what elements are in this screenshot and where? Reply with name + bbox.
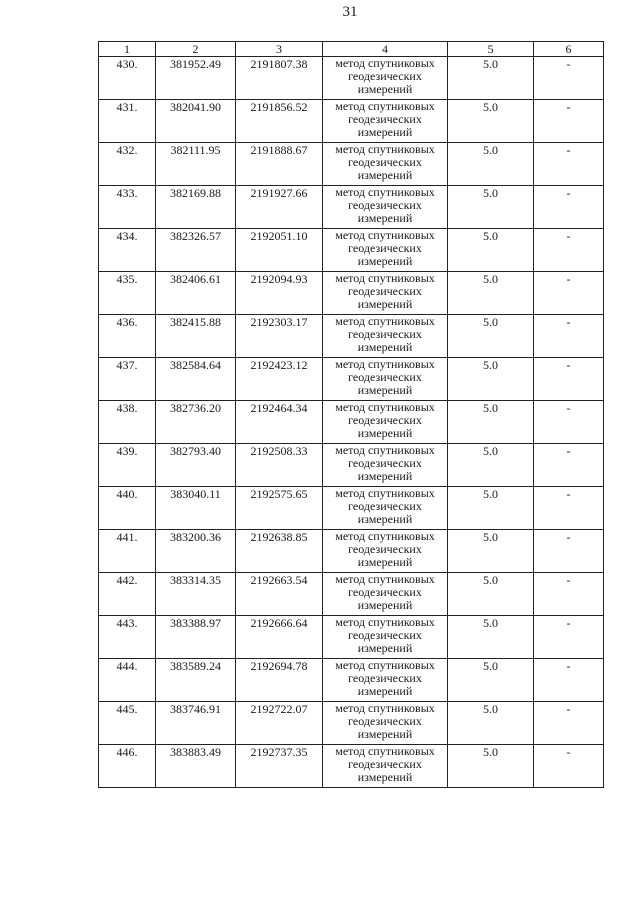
y-coordinate-cell: 2192666.64	[236, 616, 323, 659]
table-row	[99, 659, 604, 702]
table-row	[99, 573, 604, 616]
accuracy-cell: 5.0	[448, 530, 534, 573]
point-number-cell: 442.	[99, 573, 156, 616]
x-coordinate-cell: 382584.64	[156, 358, 236, 401]
x-coordinate-cell: 383040.11	[156, 487, 236, 530]
point-number-cell: 433.	[99, 186, 156, 229]
accuracy-cell: 5.0	[448, 358, 534, 401]
accuracy-cell: 5.0	[448, 401, 534, 444]
y-coordinate-cell: 2192303.17	[236, 315, 323, 358]
method-cell: метод спутниковых геодезических измерений	[323, 444, 448, 487]
point-number-cell: 446.	[99, 745, 156, 788]
y-coordinate-cell: 2192575.65	[236, 487, 323, 530]
accuracy-cell: 5.0	[448, 57, 534, 100]
method-cell: метод спутниковых геодезических измерений	[323, 186, 448, 229]
page-number: 31	[342, 4, 358, 20]
y-coordinate-cell: 2192737.35	[236, 745, 323, 788]
accuracy-cell: 5.0	[448, 616, 534, 659]
point-number-cell: 439.	[99, 444, 156, 487]
x-coordinate-cell: 383589.24	[156, 659, 236, 702]
accuracy-cell: 5.0	[448, 487, 534, 530]
note-cell: -	[534, 272, 604, 315]
accuracy-cell: 5.0	[448, 702, 534, 745]
method-cell: метод спутниковых геодезических измерений	[323, 229, 448, 272]
y-coordinate-cell: 2192508.33	[236, 444, 323, 487]
method-cell: метод спутниковых геодезических измерений	[323, 487, 448, 530]
note-cell: -	[534, 401, 604, 444]
table-body	[99, 57, 604, 788]
accuracy-cell: 5.0	[448, 229, 534, 272]
note-cell: -	[534, 358, 604, 401]
method-cell: метод спутниковых геодезических измерений	[323, 100, 448, 143]
method-cell: метод спутниковых геодезических измерений	[323, 745, 448, 788]
y-coordinate-cell: 2192094.93	[236, 272, 323, 315]
note-cell: -	[534, 573, 604, 616]
point-number-cell: 438.	[99, 401, 156, 444]
table-row	[99, 315, 604, 358]
table-row	[99, 702, 604, 745]
method-cell: метод спутниковых геодезических измерений	[323, 143, 448, 186]
table-row	[99, 745, 604, 788]
table-header-row	[99, 42, 604, 57]
table-row	[99, 487, 604, 530]
method-cell: метод спутниковых геодезических измерений	[323, 401, 448, 444]
accuracy-cell: 5.0	[448, 272, 534, 315]
point-number-cell: 445.	[99, 702, 156, 745]
y-coordinate-cell: 2191927.66	[236, 186, 323, 229]
column-header-1: 1	[99, 42, 156, 57]
x-coordinate-cell: 382111.95	[156, 143, 236, 186]
table-row	[99, 143, 604, 186]
y-coordinate-cell: 2192464.34	[236, 401, 323, 444]
x-coordinate-cell: 382326.57	[156, 229, 236, 272]
x-coordinate-cell: 383388.97	[156, 616, 236, 659]
accuracy-cell: 5.0	[448, 186, 534, 229]
point-number-cell: 443.	[99, 616, 156, 659]
method-cell: метод спутниковых геодезических измерений	[323, 358, 448, 401]
table-row	[99, 186, 604, 229]
y-coordinate-cell: 2192722.07	[236, 702, 323, 745]
note-cell: -	[534, 530, 604, 573]
point-number-cell: 435.	[99, 272, 156, 315]
point-number-cell: 432.	[99, 143, 156, 186]
y-coordinate-cell: 2191856.52	[236, 100, 323, 143]
accuracy-cell: 5.0	[448, 745, 534, 788]
x-coordinate-cell: 382736.20	[156, 401, 236, 444]
coordinates-table	[98, 41, 604, 788]
point-number-cell: 437.	[99, 358, 156, 401]
column-header-2: 2	[156, 42, 236, 57]
x-coordinate-cell: 382415.88	[156, 315, 236, 358]
x-coordinate-cell: 383883.49	[156, 745, 236, 788]
column-header-4: 4	[323, 42, 448, 57]
x-coordinate-cell: 383746.91	[156, 702, 236, 745]
x-coordinate-cell: 382793.40	[156, 444, 236, 487]
table-row	[99, 530, 604, 573]
method-cell: метод спутниковых геодезических измерений	[323, 315, 448, 358]
table-row	[99, 100, 604, 143]
note-cell: -	[534, 186, 604, 229]
accuracy-cell: 5.0	[448, 143, 534, 186]
point-number-cell: 431.	[99, 100, 156, 143]
note-cell: -	[534, 444, 604, 487]
method-cell: метод спутниковых геодезических измерений	[323, 57, 448, 100]
note-cell: -	[534, 100, 604, 143]
y-coordinate-cell: 2191888.67	[236, 143, 323, 186]
x-coordinate-cell: 383314.35	[156, 573, 236, 616]
point-number-cell: 441.	[99, 530, 156, 573]
accuracy-cell: 5.0	[448, 573, 534, 616]
table-row	[99, 272, 604, 315]
point-number-cell: 440.	[99, 487, 156, 530]
note-cell: -	[534, 315, 604, 358]
x-coordinate-cell: 382406.61	[156, 272, 236, 315]
y-coordinate-cell: 2192694.78	[236, 659, 323, 702]
method-cell: метод спутниковых геодезических измерений	[323, 272, 448, 315]
x-coordinate-cell: 383200.36	[156, 530, 236, 573]
x-coordinate-cell: 382041.90	[156, 100, 236, 143]
note-cell: -	[534, 616, 604, 659]
column-header-5: 5	[448, 42, 534, 57]
method-cell: метод спутниковых геодезических измерений	[323, 573, 448, 616]
column-header-6: 6	[534, 42, 604, 57]
note-cell: -	[534, 143, 604, 186]
note-cell: -	[534, 229, 604, 272]
method-cell: метод спутниковых геодезических измерений	[323, 616, 448, 659]
y-coordinate-cell: 2192423.12	[236, 358, 323, 401]
note-cell: -	[534, 487, 604, 530]
point-number-cell: 436.	[99, 315, 156, 358]
table-row	[99, 57, 604, 100]
note-cell: -	[534, 702, 604, 745]
x-coordinate-cell: 382169.88	[156, 186, 236, 229]
table-row	[99, 358, 604, 401]
y-coordinate-cell: 2192638.85	[236, 530, 323, 573]
table-row	[99, 401, 604, 444]
y-coordinate-cell: 2191807.38	[236, 57, 323, 100]
x-coordinate-cell: 381952.49	[156, 57, 236, 100]
y-coordinate-cell: 2192663.54	[236, 573, 323, 616]
note-cell: -	[534, 57, 604, 100]
table-row	[99, 229, 604, 272]
table-row	[99, 616, 604, 659]
point-number-cell: 444.	[99, 659, 156, 702]
accuracy-cell: 5.0	[448, 100, 534, 143]
note-cell: -	[534, 659, 604, 702]
point-number-cell: 434.	[99, 229, 156, 272]
table-row	[99, 444, 604, 487]
method-cell: метод спутниковых геодезических измерений	[323, 530, 448, 573]
column-header-3: 3	[236, 42, 323, 57]
accuracy-cell: 5.0	[448, 659, 534, 702]
accuracy-cell: 5.0	[448, 444, 534, 487]
note-cell: -	[534, 745, 604, 788]
point-number-cell: 430.	[99, 57, 156, 100]
y-coordinate-cell: 2192051.10	[236, 229, 323, 272]
method-cell: метод спутниковых геодезических измерений	[323, 659, 448, 702]
accuracy-cell: 5.0	[448, 315, 534, 358]
method-cell: метод спутниковых геодезических измерений	[323, 702, 448, 745]
